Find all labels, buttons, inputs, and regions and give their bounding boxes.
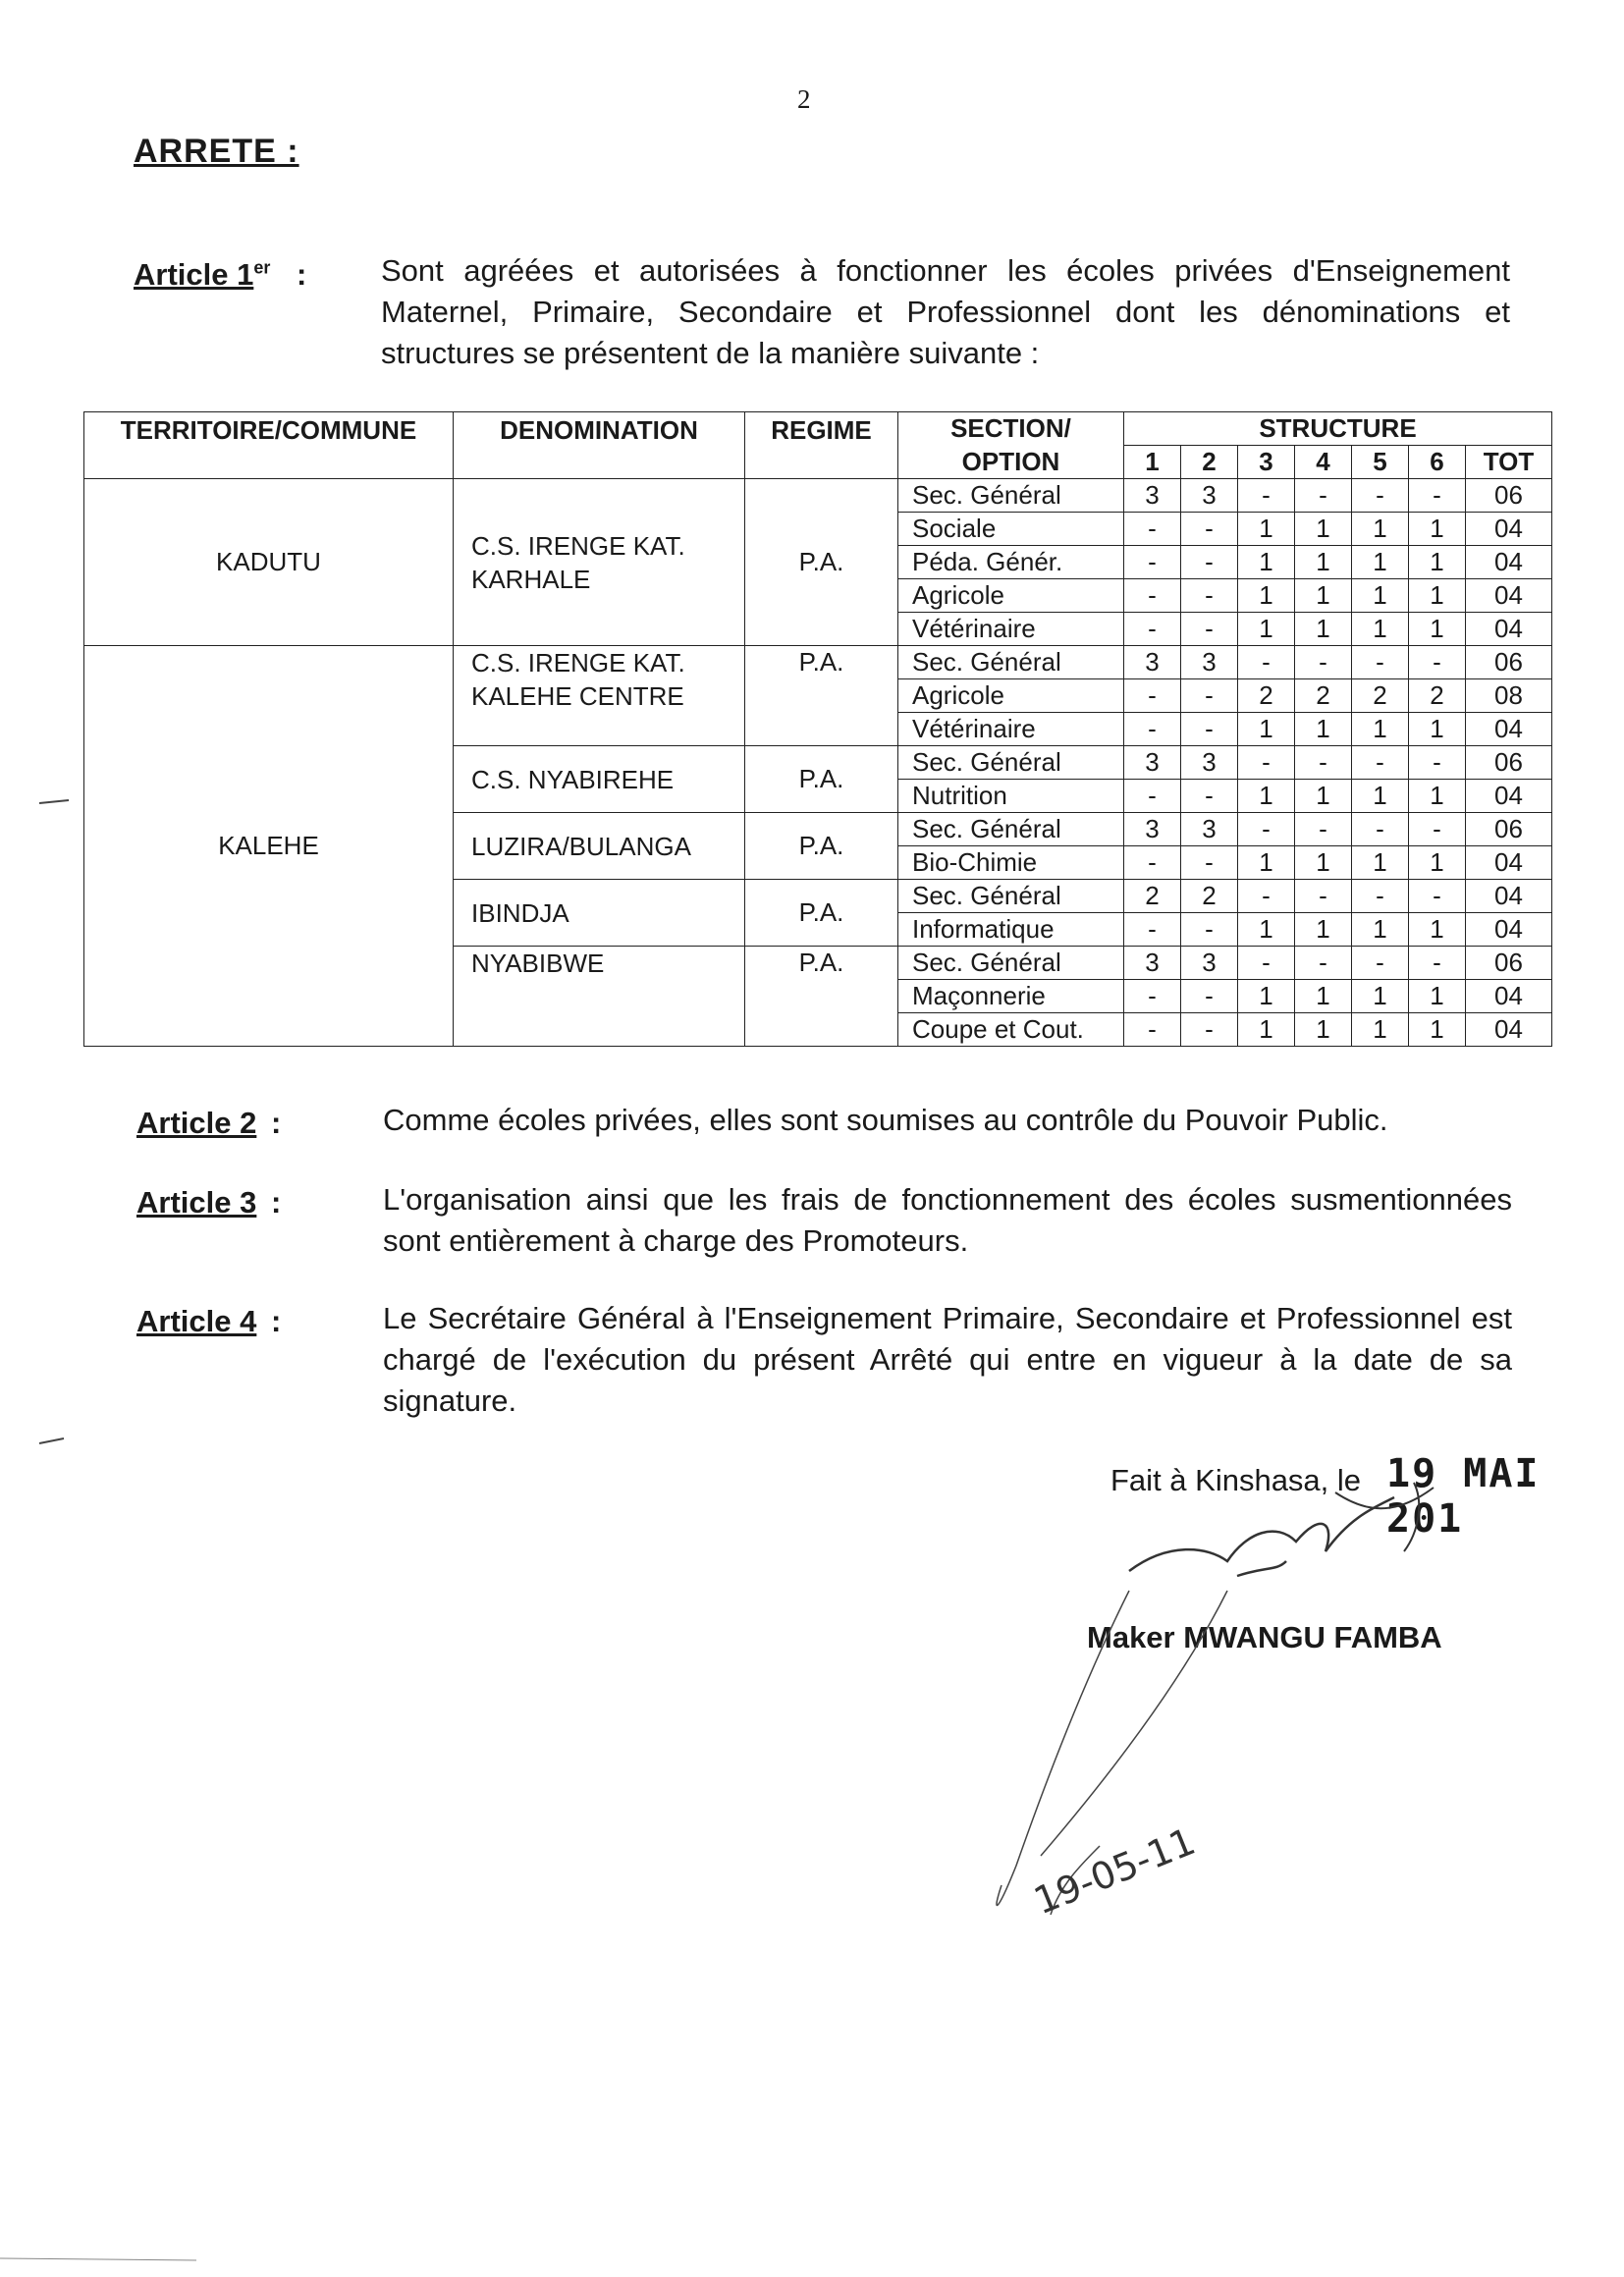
denomination-cell bbox=[454, 947, 745, 1047]
article-3-title: Article 3 bbox=[136, 1185, 257, 1220]
denomination-line-1: IBINDJA bbox=[471, 897, 569, 928]
option-cell: Agricole bbox=[898, 679, 1124, 713]
total-cell: 06 bbox=[1466, 479, 1552, 513]
level-5-cell: 1 bbox=[1352, 713, 1409, 746]
level-3-cell: 1 bbox=[1238, 1013, 1295, 1047]
territory-cell: KADUTU bbox=[84, 479, 454, 646]
level-5-cell: 1 bbox=[1352, 546, 1409, 579]
article-4-text: Le Secrétaire Général à l'Enseignement Primaire, Secondaire et Professionnel est chargé de l'exécution du présent Arrêté qui entre en vigueur à la date de sa signature. bbox=[383, 1301, 1512, 1418]
level-6-cell: 1 bbox=[1409, 913, 1466, 947]
level-4-cell: - bbox=[1295, 746, 1352, 780]
denomination-cell bbox=[454, 880, 745, 947]
level-2-cell: - bbox=[1181, 613, 1238, 646]
article-3-label bbox=[136, 1185, 281, 1220]
header-structure: STRUCTURE bbox=[1124, 412, 1552, 446]
article-1-label bbox=[134, 257, 306, 293]
article-2-title: Article 2 bbox=[136, 1106, 257, 1140]
option-cell: Nutrition bbox=[898, 780, 1124, 813]
header-section: SECTION/ bbox=[898, 412, 1124, 446]
option-cell: Sec. Général bbox=[898, 880, 1124, 913]
level-1-cell: - bbox=[1124, 546, 1181, 579]
denomination-line-1: LUZIRA/BULANGA bbox=[471, 831, 691, 861]
level-6-cell: - bbox=[1409, 646, 1466, 679]
denomination-cell bbox=[454, 813, 745, 880]
level-5-cell: 1 bbox=[1352, 513, 1409, 546]
level-4-cell: - bbox=[1295, 880, 1352, 913]
denomination-line-1: C.S. IRENGE KAT. bbox=[471, 530, 685, 561]
level-5-cell: - bbox=[1352, 947, 1409, 980]
level-1-cell: 3 bbox=[1124, 813, 1181, 846]
article-1-superscript: er bbox=[253, 257, 271, 278]
level-3-cell: 1 bbox=[1238, 713, 1295, 746]
option-cell: Vétérinaire bbox=[898, 613, 1124, 646]
level-4-cell: 1 bbox=[1295, 713, 1352, 746]
level-1-cell: 3 bbox=[1124, 947, 1181, 980]
level-5-cell: 1 bbox=[1352, 613, 1409, 646]
level-6-cell: - bbox=[1409, 479, 1466, 513]
header-level-2: 2 bbox=[1181, 446, 1238, 479]
level-2-cell: - bbox=[1181, 713, 1238, 746]
level-6-cell: 1 bbox=[1409, 713, 1466, 746]
level-4-cell: 1 bbox=[1295, 780, 1352, 813]
article-1-text: Sont agréées et autorisées à fonctionner les écoles privées d'Enseignement Maternel, Primaire, Secondaire et Professionnel dont les dénominations et structures se présentent de la manière suivante : bbox=[381, 253, 1510, 370]
level-2-cell: - bbox=[1181, 980, 1238, 1013]
denomination-cell bbox=[454, 479, 745, 646]
level-5-cell: 2 bbox=[1352, 679, 1409, 713]
level-2-cell: 3 bbox=[1181, 646, 1238, 679]
article-2-label bbox=[136, 1106, 281, 1141]
arrete-heading: ARRETE : bbox=[134, 133, 299, 170]
total-cell: 04 bbox=[1466, 713, 1552, 746]
level-3-cell: 1 bbox=[1238, 546, 1295, 579]
article-2-colon: : bbox=[270, 1106, 282, 1140]
total-cell: 04 bbox=[1466, 913, 1552, 947]
total-cell: 04 bbox=[1466, 780, 1552, 813]
option-cell: Sec. Général bbox=[898, 646, 1124, 679]
total-cell: 04 bbox=[1466, 579, 1552, 613]
level-4-cell: 1 bbox=[1295, 913, 1352, 947]
total-cell: 08 bbox=[1466, 679, 1552, 713]
option-cell: Informatique bbox=[898, 913, 1124, 947]
level-5-cell: 1 bbox=[1352, 1013, 1409, 1047]
denomination-cell bbox=[454, 646, 745, 746]
level-1-cell: 3 bbox=[1124, 646, 1181, 679]
level-6-cell: 1 bbox=[1409, 980, 1466, 1013]
level-5-cell: - bbox=[1352, 646, 1409, 679]
level-2-cell: 2 bbox=[1181, 880, 1238, 913]
option-cell: Sociale bbox=[898, 513, 1124, 546]
level-2-cell: 3 bbox=[1181, 947, 1238, 980]
level-3-cell: 2 bbox=[1238, 679, 1295, 713]
level-5-cell: - bbox=[1352, 479, 1409, 513]
total-cell: 04 bbox=[1466, 880, 1552, 913]
level-4-cell: 1 bbox=[1295, 980, 1352, 1013]
handwritten-date: 19-05-11 bbox=[1027, 1818, 1202, 1924]
level-1-cell: - bbox=[1124, 980, 1181, 1013]
level-2-cell: - bbox=[1181, 846, 1238, 880]
regime-cell: P.A. bbox=[745, 646, 898, 746]
level-2-cell: 3 bbox=[1181, 479, 1238, 513]
table-row bbox=[84, 646, 1552, 679]
level-5-cell: 1 bbox=[1352, 846, 1409, 880]
denomination-line-1: C.S. IRENGE KAT. bbox=[471, 648, 685, 678]
signer-name: Maker MWANGU FAMBA bbox=[1087, 1620, 1442, 1654]
level-5-cell: - bbox=[1352, 746, 1409, 780]
level-6-cell: - bbox=[1409, 880, 1466, 913]
header-tot: TOT bbox=[1466, 446, 1552, 479]
level-3-cell: 1 bbox=[1238, 780, 1295, 813]
level-3-cell: 1 bbox=[1238, 980, 1295, 1013]
level-2-cell: - bbox=[1181, 679, 1238, 713]
date-stamp: 19 MAI 201 bbox=[1386, 1451, 1541, 1542]
total-cell: 04 bbox=[1466, 1013, 1552, 1047]
level-4-cell: - bbox=[1295, 646, 1352, 679]
regime-cell: P.A. bbox=[745, 813, 898, 880]
level-3-cell: - bbox=[1238, 746, 1295, 780]
level-2-cell: - bbox=[1181, 579, 1238, 613]
total-cell: 06 bbox=[1466, 947, 1552, 980]
article-3-colon: : bbox=[270, 1185, 282, 1220]
header-option: OPTION bbox=[898, 446, 1124, 479]
level-6-cell: - bbox=[1409, 947, 1466, 980]
option-cell: Sec. Général bbox=[898, 947, 1124, 980]
level-5-cell: - bbox=[1352, 880, 1409, 913]
level-5-cell: 1 bbox=[1352, 780, 1409, 813]
level-4-cell: 1 bbox=[1295, 546, 1352, 579]
article-4-title: Article 4 bbox=[136, 1304, 257, 1338]
header-regime: REGIME bbox=[745, 412, 898, 479]
level-6-cell: 1 bbox=[1409, 579, 1466, 613]
regime-cell: P.A. bbox=[745, 479, 898, 646]
option-cell: Maçonnerie bbox=[898, 980, 1124, 1013]
level-1-cell: - bbox=[1124, 613, 1181, 646]
table-row bbox=[84, 479, 1552, 513]
article-2-text: Comme écoles privées, elles sont soumises au contrôle du Pouvoir Public. bbox=[383, 1103, 1388, 1137]
total-cell: 04 bbox=[1466, 513, 1552, 546]
level-1-cell: - bbox=[1124, 1013, 1181, 1047]
header-level-4: 4 bbox=[1295, 446, 1352, 479]
level-4-cell: - bbox=[1295, 813, 1352, 846]
total-cell: 06 bbox=[1466, 646, 1552, 679]
level-3-cell: 1 bbox=[1238, 513, 1295, 546]
total-cell: 06 bbox=[1466, 746, 1552, 780]
place-date-line: Fait à Kinshasa, le bbox=[1110, 1463, 1362, 1497]
level-3-cell: 1 bbox=[1238, 579, 1295, 613]
level-1-cell: - bbox=[1124, 679, 1181, 713]
article-4-label bbox=[136, 1304, 281, 1339]
total-cell: 04 bbox=[1466, 980, 1552, 1013]
level-6-cell: 1 bbox=[1409, 546, 1466, 579]
article-1-colon: : bbox=[296, 257, 307, 292]
option-cell: Vétérinaire bbox=[898, 713, 1124, 746]
level-4-cell: 1 bbox=[1295, 613, 1352, 646]
article-1-title: Article 1 bbox=[134, 257, 254, 292]
level-3-cell: 1 bbox=[1238, 613, 1295, 646]
level-3-cell: - bbox=[1238, 813, 1295, 846]
level-2-cell: 3 bbox=[1181, 746, 1238, 780]
level-1-cell: - bbox=[1124, 513, 1181, 546]
level-3-cell: - bbox=[1238, 479, 1295, 513]
level-1-cell: - bbox=[1124, 579, 1181, 613]
level-2-cell: 3 bbox=[1181, 813, 1238, 846]
level-4-cell: 1 bbox=[1295, 1013, 1352, 1047]
level-2-cell: - bbox=[1181, 513, 1238, 546]
level-1-cell: 2 bbox=[1124, 880, 1181, 913]
option-cell: Sec. Général bbox=[898, 746, 1124, 780]
article-4-colon: : bbox=[270, 1304, 282, 1338]
denomination-line-1: NYABIBWE bbox=[471, 949, 605, 978]
level-4-cell: 1 bbox=[1295, 846, 1352, 880]
level-6-cell: - bbox=[1409, 746, 1466, 780]
level-5-cell: 1 bbox=[1352, 579, 1409, 613]
level-1-cell: - bbox=[1124, 846, 1181, 880]
level-2-cell: - bbox=[1181, 780, 1238, 813]
option-cell: Sec. Général bbox=[898, 813, 1124, 846]
header-level-1: 1 bbox=[1124, 446, 1181, 479]
header-denomination: DENOMINATION bbox=[454, 412, 745, 479]
page-number: 2 bbox=[797, 84, 811, 114]
option-cell: Sec. Général bbox=[898, 479, 1124, 513]
level-1-cell: 3 bbox=[1124, 479, 1181, 513]
level-6-cell: 1 bbox=[1409, 613, 1466, 646]
denomination-line-2: KALEHE CENTRE bbox=[471, 681, 684, 711]
level-5-cell: - bbox=[1352, 813, 1409, 846]
table-body bbox=[84, 479, 1552, 1047]
option-cell: Péda. Génér. bbox=[898, 546, 1124, 579]
denomination-line-1: C.S. NYABIREHE bbox=[471, 764, 675, 794]
level-2-cell: - bbox=[1181, 1013, 1238, 1047]
level-5-cell: 1 bbox=[1352, 980, 1409, 1013]
denomination-cell bbox=[454, 746, 745, 813]
level-4-cell: 1 bbox=[1295, 579, 1352, 613]
level-3-cell: - bbox=[1238, 646, 1295, 679]
option-cell: Agricole bbox=[898, 579, 1124, 613]
denomination-line-2: KARHALE bbox=[471, 564, 591, 594]
regime-cell: P.A. bbox=[745, 947, 898, 1047]
level-1-cell: - bbox=[1124, 780, 1181, 813]
level-3-cell: 1 bbox=[1238, 846, 1295, 880]
level-6-cell: 1 bbox=[1409, 1013, 1466, 1047]
level-1-cell: 3 bbox=[1124, 746, 1181, 780]
level-3-cell: 1 bbox=[1238, 913, 1295, 947]
level-3-cell: - bbox=[1238, 880, 1295, 913]
level-4-cell: 2 bbox=[1295, 679, 1352, 713]
article-3-text: L'organisation ainsi que les frais de fonctionnement des écoles susmentionnées sont entièrement à charge des Promoteurs. bbox=[383, 1182, 1512, 1258]
level-6-cell: 1 bbox=[1409, 846, 1466, 880]
total-cell: 06 bbox=[1466, 813, 1552, 846]
level-1-cell: - bbox=[1124, 913, 1181, 947]
level-4-cell: - bbox=[1295, 947, 1352, 980]
level-6-cell: - bbox=[1409, 813, 1466, 846]
total-cell: 04 bbox=[1466, 846, 1552, 880]
header-level-6: 6 bbox=[1409, 446, 1466, 479]
option-cell: Coupe et Cout. bbox=[898, 1013, 1124, 1047]
level-6-cell: 1 bbox=[1409, 513, 1466, 546]
total-cell: 04 bbox=[1466, 546, 1552, 579]
header-territoire: TERRITOIRE/COMMUNE bbox=[84, 412, 454, 479]
level-2-cell: - bbox=[1181, 546, 1238, 579]
schools-structure-table bbox=[83, 411, 1552, 1047]
header-level-3: 3 bbox=[1238, 446, 1295, 479]
level-1-cell: - bbox=[1124, 713, 1181, 746]
regime-cell: P.A. bbox=[745, 746, 898, 813]
level-6-cell: 1 bbox=[1409, 780, 1466, 813]
option-cell: Bio-Chimie bbox=[898, 846, 1124, 880]
level-6-cell: 2 bbox=[1409, 679, 1466, 713]
level-3-cell: - bbox=[1238, 947, 1295, 980]
territory-cell: KALEHE bbox=[84, 646, 454, 1047]
level-4-cell: - bbox=[1295, 479, 1352, 513]
total-cell: 04 bbox=[1466, 613, 1552, 646]
level-2-cell: - bbox=[1181, 913, 1238, 947]
level-5-cell: 1 bbox=[1352, 913, 1409, 947]
header-level-5: 5 bbox=[1352, 446, 1409, 479]
level-4-cell: 1 bbox=[1295, 513, 1352, 546]
regime-cell: P.A. bbox=[745, 880, 898, 947]
